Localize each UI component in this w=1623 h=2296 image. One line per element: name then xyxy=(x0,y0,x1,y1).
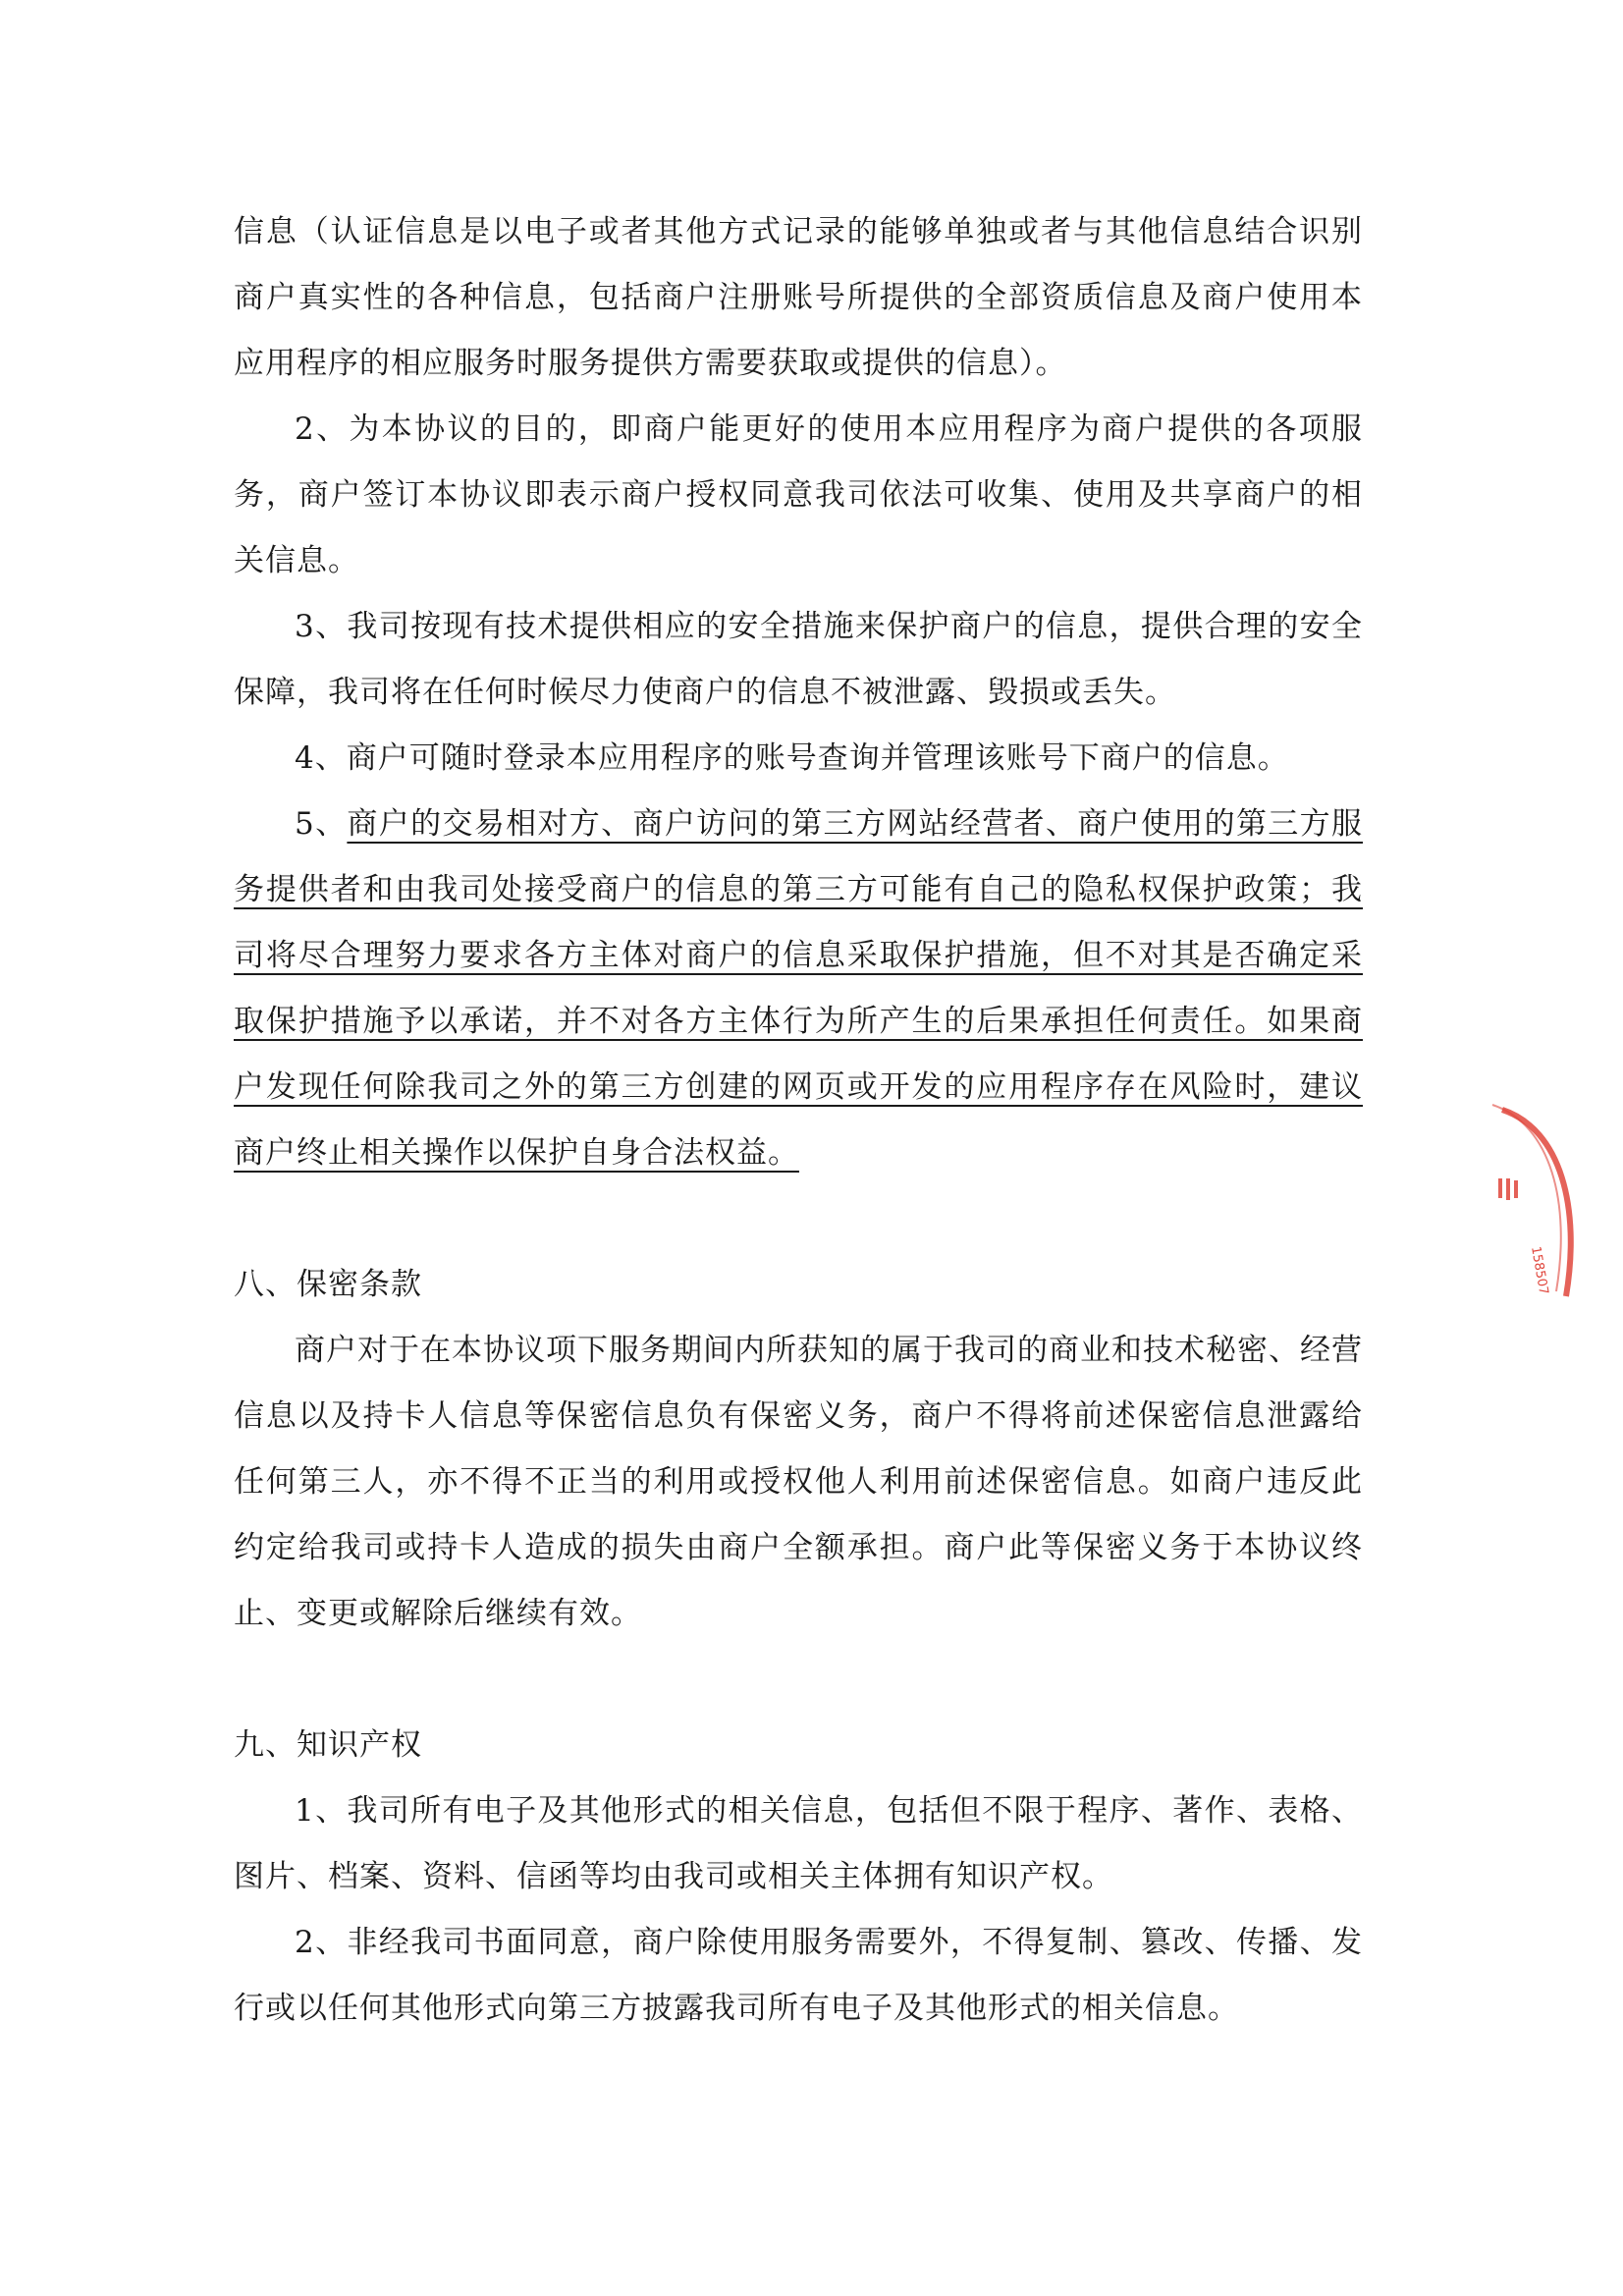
paragraph-confidentiality: 商户对于在本协议项下服务期间内所获知的属于我司的商业和技术秘密、经营信息以及持卡人信息等保密信息负有保密义务，商户不得将前述保密信息泄露给任何第三人，亦不得不正当的利用或授权他人利用前述保密信息。如商户违反此约定给我司或持卡人造成的损失由商户全额承担。商户此等保密义务于本协议终止、变更或解除后继续有效。 xyxy=(234,1333,1363,1631)
clause-5-number: 5、 xyxy=(295,806,348,842)
section-heading-intellectual-property: 九、知识产权 xyxy=(234,1727,422,1763)
paragraph-ip-clause-2: 2、非经我司书面同意，商户除使用服务需要外，不得复制、篡改、传播、发行或以任何其他形式向第三方披露我司所有电子及其他形式的相关信息。 xyxy=(234,1925,1363,2026)
stamp-number: 158507 xyxy=(1528,1245,1551,1296)
clause-5-underlined-text: 商户的交易相对方、商户访问的第三方网站经营者、商户使用的第三方服务提供者和由我司处接受商户的信息的第三方可能有自己的隐私权保护政策；我司将尽合理努力要求各方主体对商户的信息采取保护措施，但不对其是否确定采取保护措施予以承诺，并不对各方主体行为所产生的后果承担任何责任。如果商户发现任何除我司之外的第三方创建的网页或开发的应用程序存在风险时，建议商户终止相关操作以保护自身合法权益。 xyxy=(234,806,1363,1171)
paragraph-clause-2: 2、为本协议的目的，即商户能更好的使用本应用程序为商户提供的各项服务，商户签订本协议即表示商户授权同意我司依法可收集、使用及共享商户的相关信息。 xyxy=(234,411,1363,578)
paragraph-authentication-info: 信息（认证信息是以电子或者其他方式记录的能够单独或者与其他信息结合识别商户真实性的各种信息，包括商户注册账号所提供的全部资质信息及商户使用本应用程序的相应服务时服务提供方需要获取或提供的信息）。 xyxy=(234,214,1363,381)
section-heading-confidentiality: 八、保密条款 xyxy=(234,1267,422,1302)
paragraph-clause-3: 3、我司按现有技术提供相应的安全措施来保护商户的信息，提供合理的安全保障，我司将在任何时候尽力使商户的信息不被泄露、毁损或丢失。 xyxy=(234,609,1363,710)
document-body xyxy=(234,199,1363,2042)
paragraph-clause-4: 4、商户可随时登录本应用程序的账号查询并管理该账号下商户的信息。 xyxy=(295,740,1289,776)
seal-stamp-icon xyxy=(1473,1100,1591,1316)
paragraph-ip-clause-1: 1、我司所有电子及其他形式的相关信息，包括但不限于程序、著作、表格、图片、档案、资料、信函等均由我司或相关主体拥有知识产权。 xyxy=(234,1793,1363,1894)
paragraph-clause-5 xyxy=(234,792,1363,1186)
